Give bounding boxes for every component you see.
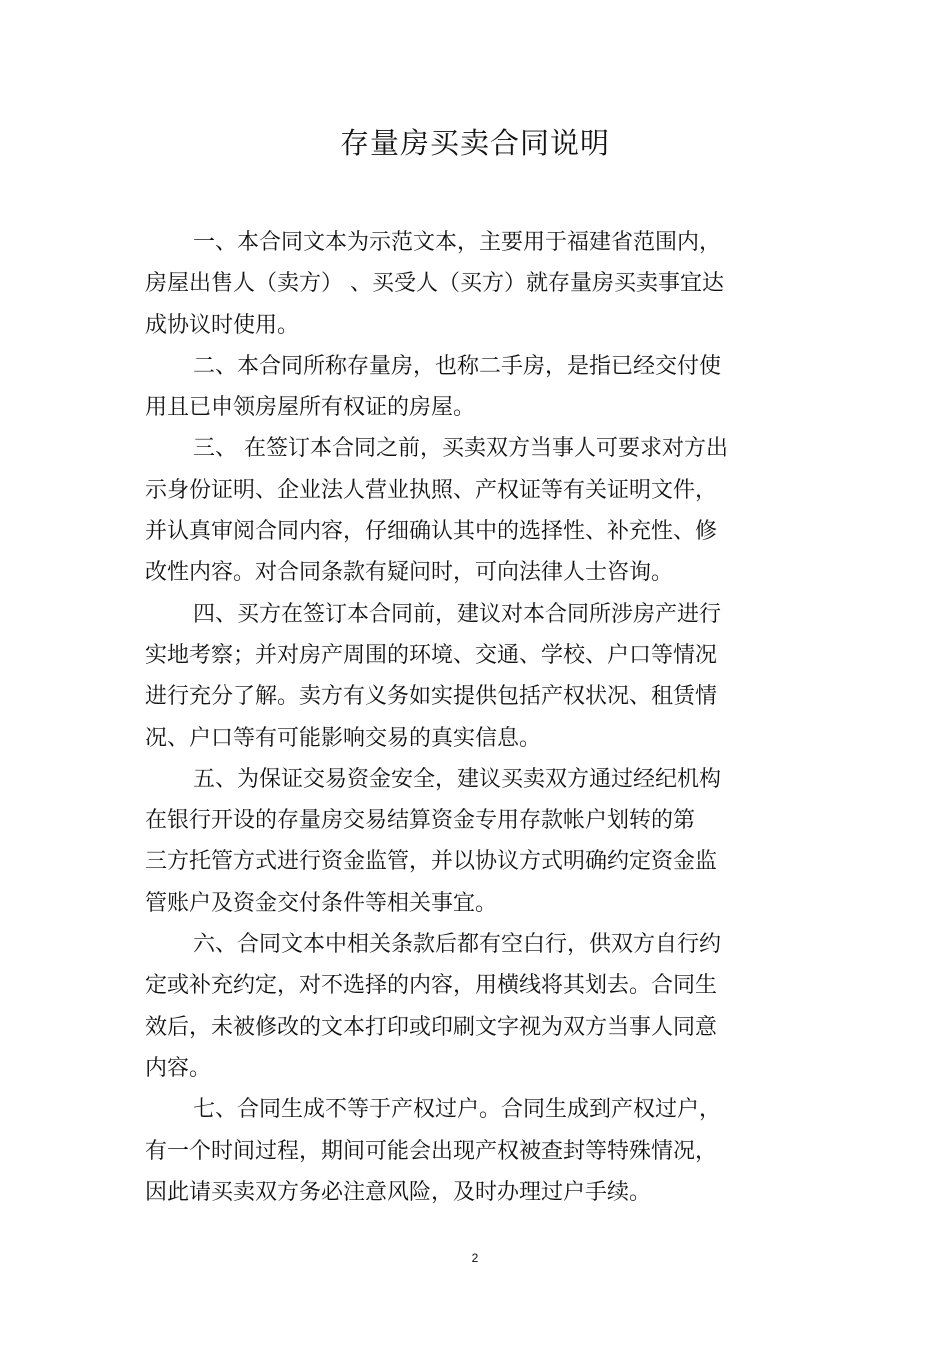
paragraph-line: 五、为保证交易资金安全，建议买卖双方通过经纪机构 — [193, 766, 722, 792]
paragraph-line: 进行充分了解。卖方有义务如实提供包括产权状况、租赁情 — [145, 684, 718, 710]
paragraph-6 — [145, 924, 770, 1089]
paragraph-line: 有一个时间过程，期间可能会出现产权被查封等特殊情况， — [145, 1138, 718, 1164]
paragraph-line: 三方托管方式进行资金监管，并以协议方式明确约定资金监 — [145, 849, 718, 875]
paragraph-line: 因此请买卖双方务必注意风险，及时办理过户手续。 — [145, 1179, 652, 1205]
paragraph-line: 实地考察；并对房产周围的环境、交通、学校、户口等情况 — [145, 642, 718, 668]
paragraph-line: 房屋出售人（卖方） 、买受人（买方）就存量房买卖事宜达 — [145, 271, 724, 297]
paragraph-2 — [145, 346, 770, 429]
paragraph-line: 改性内容。对合同条款有疑问时，可向法律人士咨询。 — [145, 560, 674, 586]
paragraph-1 — [145, 222, 770, 346]
paragraph-line: 并认真审阅合同内容，仔细确认其中的选择性、补充性、修 — [145, 519, 718, 545]
paragraph-line: 三、 在签订本合同之前，买卖双方当事人可要求对方出 — [193, 436, 728, 462]
paragraph-line: 内容。 — [145, 1055, 212, 1081]
paragraph-7 — [145, 1089, 770, 1213]
paragraph-line: 七、合同生成不等于产权过户。合同生成到产权过户， — [193, 1097, 722, 1123]
paragraph-line: 一、本合同文本为示范文本，主要用于福建省范围内， — [193, 230, 722, 255]
paragraph-line: 四、买方在签订本合同前，建议对本合同所涉房产进行 — [193, 601, 722, 627]
paragraph-line: 六、合同文本中相关条款后都有空白行，供双方自行约 — [193, 932, 722, 958]
document-body — [145, 222, 770, 1213]
paragraph-line: 况、户口等有可能影响交易的真实信息。 — [145, 725, 542, 751]
paragraph-5 — [145, 759, 770, 924]
document-title: 存量房买卖合同说明 — [339, 126, 610, 160]
paragraph-line: 示身份证明、企业法人营业执照、产权证等有关证明文件， — [145, 477, 718, 503]
page-number: 2 — [471, 1251, 479, 1265]
paragraph-line: 成协议时使用。 — [145, 312, 300, 338]
paragraph-line: 效后，未被修改的文本打印或印刷文字视为双方当事人同意 — [145, 1014, 718, 1040]
paragraph-3 — [145, 428, 770, 593]
paragraph-4 — [145, 594, 770, 759]
paragraph-line: 在银行开设的存量房交易结算资金专用存款帐户划转的第 — [145, 808, 696, 834]
paragraph-line: 用且已申领房屋所有权证的房屋。 — [145, 395, 476, 421]
paragraph-line: 二、本合同所称存量房，也称二手房，是指已经交付使 — [193, 353, 722, 379]
paragraph-line: 管账户及资金交付条件等相关事宜。 — [145, 890, 498, 916]
paragraph-line: 定或补充约定，对不选择的内容，用横线将其划去。合同生 — [145, 973, 718, 999]
